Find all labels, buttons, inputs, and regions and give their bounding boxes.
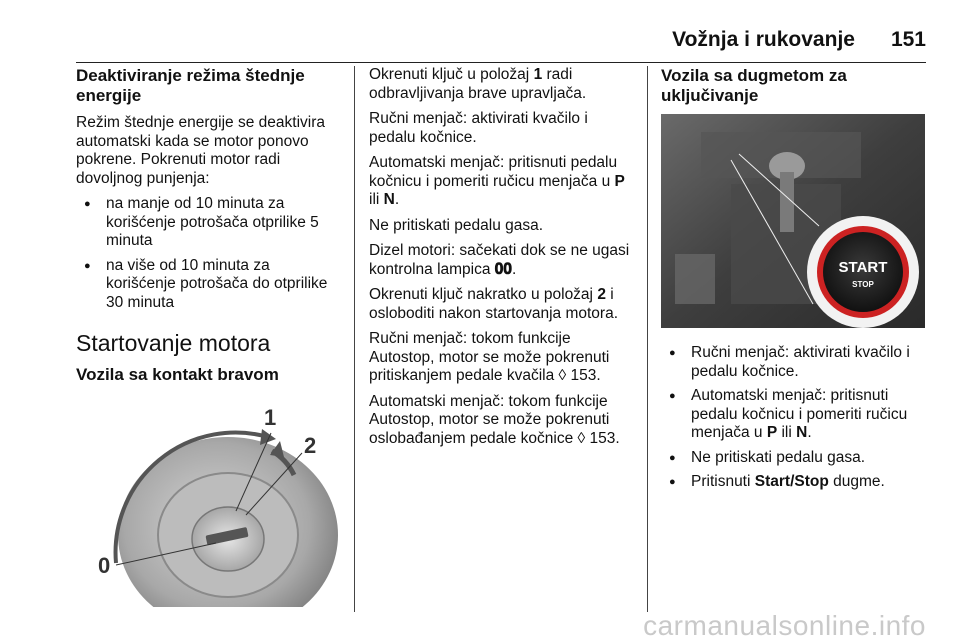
page-header: [76, 28, 926, 63]
start-stop-figure: [661, 114, 925, 328]
paragraph: Ručni menjač: tokom funkcije Autostop, motor se može pokrenuti pritiskanjem pedale kvačila ◊ 153.: [369, 330, 610, 384]
list-item: ● Ručni menjač: aktivirati kvačilo i pedalu kočnice.: [661, 344, 927, 381]
page-number: 151: [890, 28, 926, 51]
paragraph: Ne pritiskati pedalu gasa.: [369, 216, 544, 234]
position-label-1: 1: [264, 404, 277, 430]
glow-plug-icon: 𝟎𝟎: [494, 260, 513, 278]
paragraph: Dizel motori: sačekati dok se ne ugasi kontrolna lampica 𝟎𝟎.: [369, 242, 630, 278]
subheading: Vozila sa kontakt bravom: [76, 364, 279, 384]
stop-label: STOP: [852, 280, 874, 289]
position-label-0: 0: [98, 552, 111, 578]
column-right: [661, 66, 927, 500]
column-divider: [647, 66, 648, 612]
section-title: Startovanje motora: [76, 330, 271, 356]
paragraph: Automatski menjač: pritisnuti pedalu kočnicu i pomeriti ručicu menjača u P ili N.: [369, 154, 625, 208]
watermark: carmanualsonline.info: [643, 610, 926, 641]
paragraph: Okrenuti ključ nakratko u položaj 2 i osloboditi nakon startovanja motora.: [369, 286, 619, 322]
position-label-2: 2: [304, 432, 317, 458]
bullet-list: [661, 344, 927, 492]
section-heading: Vozila sa dugmetom za uključivanje: [661, 66, 847, 105]
paragraph: Automatski menjač: tokom funkcije Autostop, motor se može pokrenuti oslobađanjem pedale kočnice ◊ 153.: [369, 392, 620, 447]
list-item: ● na manje od 10 minuta za korišćenje potrošača otprilike 5 minuta: [76, 195, 338, 251]
list-item: ● Automatski menjač: pritisnuti pedalu kočnicu i pomeriti ručicu menjača u P ili N.: [661, 387, 927, 443]
column-left: [76, 66, 338, 607]
bullet-list: [76, 195, 338, 312]
start-label: START: [838, 259, 888, 276]
column-middle: [369, 66, 637, 455]
paragraph: Okrenuti ključ u položaj 1 radi odbravljivanja brave upravljača.: [369, 66, 587, 102]
chapter-title: Vožnja i rukovanje: [672, 28, 855, 51]
column-divider: [354, 66, 355, 612]
paragraph: Režim štednje energije se deaktivira automatski kada se motor ponovo pokrene. Pokrenuti motor radi dovoljnog punjenja:: [76, 114, 325, 187]
list-item: ● Ne pritiskati pedalu gasa.: [661, 449, 927, 468]
list-item: ● Pritisnuti Start/Stop dugme.: [661, 473, 927, 492]
list-item: ● na više od 10 minuta za korišćenje potrošača do otprilike 30 minuta: [76, 257, 338, 313]
ignition-key-figure: [76, 393, 338, 607]
paragraph: Ručni menjač: aktivirati kvačilo i pedalu kočnice.: [369, 110, 588, 146]
section-heading: Deaktiviranje režima štednje energije: [76, 66, 305, 105]
